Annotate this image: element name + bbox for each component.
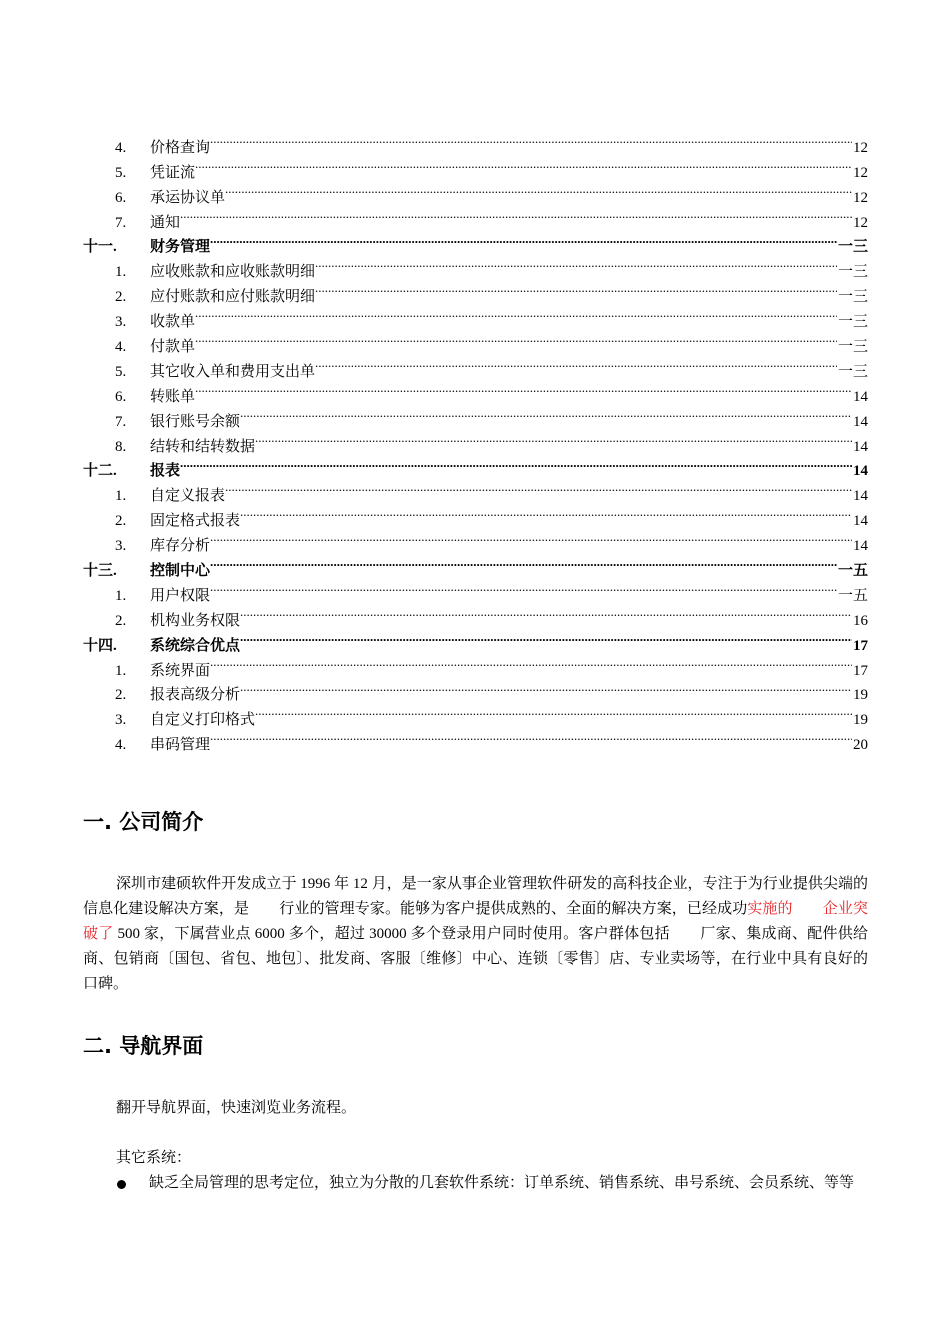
bullet-item: [83, 1171, 868, 1196]
toc-leader-dots: [195, 152, 852, 177]
toc-leader-dots: [240, 500, 852, 525]
toc-entry-title: 财务管理: [150, 239, 211, 256]
toc-entry-page: 14: [852, 459, 868, 484]
toc-entry-number: 3.: [115, 538, 127, 555]
toc-entry-number: 十一.: [83, 239, 117, 256]
toc-entry-page: 12: [852, 136, 868, 161]
toc-entry-number: 4.: [115, 737, 127, 754]
toc-entry-number: 4.: [115, 339, 127, 356]
toc-entry-number: 2.: [115, 513, 127, 530]
section-heading-navigation: 二. 导航界面: [83, 1034, 204, 1058]
toc-entry-page: 一三: [837, 360, 868, 385]
intro-text-part2: 500 家，下属营业点 6000 多个，超过 30000 多个登录用户同时使用。客户群体包括 厂家、集成商、配件供给商、包销商〔国包、省包、地包〕、批发商、客服〔维修〕中心、连锁〔零售〕店、专业卖场等，在行业中具有良好的口碑。: [83, 926, 868, 992]
toc-entry-page: 一三: [837, 310, 868, 335]
toc-leader-dots: [180, 451, 852, 476]
toc-entry-number: 2.: [115, 687, 127, 704]
toc-entry-number: 5.: [115, 363, 127, 380]
toc-entry-number: 5.: [115, 164, 127, 181]
table-of-contents: [83, 127, 868, 754]
toc-leader-dots: [315, 251, 837, 276]
toc-entry[interactable]: [83, 177, 868, 206]
toc-entry[interactable]: [83, 376, 868, 405]
toc-leader-dots: [240, 401, 852, 426]
toc-entry-title: 系统综合优点: [150, 637, 241, 654]
toc-entry-page: 一三: [837, 335, 868, 360]
toc-entry-page: 16: [852, 609, 868, 634]
toc-leader-dots: [210, 227, 837, 252]
toc-entry-title: 报表高级分析: [150, 687, 241, 704]
navigation-paragraph: 翻开导航界面，快速浏览业务流程。: [116, 1100, 357, 1116]
toc-entry-number: 2.: [115, 612, 127, 629]
toc-entry-number: 1.: [115, 488, 127, 505]
toc-leader-dots: [195, 326, 837, 351]
toc-entry-number: 6.: [115, 388, 127, 405]
toc-entry[interactable]: [83, 301, 868, 331]
toc-entry-page: 12: [852, 186, 868, 211]
toc-entry-page: 一五: [837, 584, 868, 609]
toc-leader-dots: [315, 351, 837, 376]
toc-entry-title: 银行账号余额: [150, 413, 241, 430]
toc-leader-dots: [240, 625, 852, 650]
toc-leader-dots: [210, 127, 852, 152]
toc-entry-title: 固定格式报表: [150, 513, 241, 530]
toc-entry-page: 19: [852, 683, 868, 708]
toc-entry-title: 凭证流: [150, 164, 196, 181]
toc-entry-title: 机构业务权限: [150, 612, 241, 629]
toc-entry-title: 自定义报表: [150, 488, 226, 505]
toc-entry-title: 其它收入单和费用支出单: [150, 363, 316, 380]
toc-entry-title: 系统界面: [150, 662, 211, 679]
toc-leader-dots: [225, 475, 852, 500]
toc-entry-title: 结转和结转数据: [150, 438, 256, 455]
toc-entry-page: 一三: [837, 235, 868, 260]
toc-leader-dots: [180, 202, 852, 227]
section-heading-company-intro: 一. 公司简介: [83, 810, 204, 834]
toc-entry-title: 付款单: [150, 339, 196, 356]
toc-entry[interactable]: [83, 326, 868, 356]
toc-entry-number: 十四.: [83, 637, 117, 654]
toc-entry-page: 20: [852, 733, 868, 758]
intro-text-part1: 深圳市建硕软件开发成立于 1996 年 12 月，是一家从事企业管理软件研发的高科技企业，专注于为行业提供尖端的信息化建设解决方案，是 行业的管理专家。能够为客户提供成熟的、全面的解决方案，已经成功: [83, 876, 868, 917]
toc-entry-page: 14: [852, 509, 868, 534]
toc-leader-dots: [210, 525, 852, 550]
toc-entry-number: 3.: [115, 314, 127, 331]
toc-leader-dots: [210, 650, 852, 675]
toc-entry-page: 14: [852, 534, 868, 559]
bullet-text: 缺乏全局管理的思考定位，独立为分散的几套软件系统：订单系统、销售系统、串号系统、会员系统、等等: [149, 1175, 855, 1191]
toc-entry-number: 6.: [115, 189, 127, 206]
toc-leader-dots: [240, 600, 852, 625]
toc-entry-page: 一三: [837, 285, 868, 310]
toc-entry-page: 一五: [837, 559, 868, 584]
company-intro-paragraph: [83, 872, 868, 997]
toc-leader-dots: [315, 276, 837, 301]
toc-entry-page: 一三: [837, 260, 868, 285]
toc-leader-dots: [255, 699, 852, 724]
toc-entry-number: 8.: [115, 438, 127, 455]
toc-entry-page: 12: [852, 161, 868, 186]
toc-entry-page: 17: [852, 659, 868, 684]
toc-leader-dots: [255, 426, 852, 451]
toc-entry-title: 用户权限: [150, 587, 211, 604]
toc-entry-number: 1.: [115, 264, 127, 281]
toc-entry[interactable]: [83, 202, 868, 231]
toc-entry-title: 价格查询: [150, 139, 211, 156]
intro-text-highlight: 实施的 企业突破了: [83, 901, 868, 942]
toc-entry[interactable]: [83, 451, 868, 480]
toc-entry-title: 库存分析: [150, 538, 211, 555]
toc-entry-page: 14: [852, 410, 868, 435]
toc-leader-dots: [195, 376, 852, 401]
toc-entry-page: 12: [852, 211, 868, 236]
toc-entry[interactable]: [83, 475, 868, 505]
toc-entry-page: 14: [852, 385, 868, 410]
toc-entry-number: 1.: [115, 662, 127, 679]
toc-entry-number: 2.: [115, 289, 127, 306]
toc-entry-page: 14: [852, 435, 868, 460]
toc-leader-dots: [195, 301, 837, 326]
toc-entry[interactable]: [83, 127, 868, 156]
other-systems-label: 其它系统：: [116, 1150, 192, 1166]
toc-entry-title: 应收账款和应收账款明细: [150, 264, 316, 281]
toc-entry-number: 1.: [115, 587, 127, 604]
toc-entry-title: 报表: [150, 463, 181, 480]
toc-entry-title: 自定义打印格式: [150, 712, 256, 729]
toc-entry-number: 7.: [115, 214, 127, 231]
toc-leader-dots: [240, 675, 852, 700]
toc-leader-dots: [210, 575, 837, 600]
toc-entry-page: 19: [852, 708, 868, 733]
toc-entry-number: 3.: [115, 712, 127, 729]
bullet-icon: [117, 1180, 126, 1189]
toc-entry-number: 十三.: [83, 563, 117, 580]
toc-entry-number: 7.: [115, 413, 127, 430]
toc-entry-title: 串码管理: [150, 737, 211, 754]
toc-leader-dots: [210, 724, 852, 749]
toc-entry[interactable]: [83, 152, 868, 181]
toc-leader-dots: [210, 550, 837, 575]
toc-entry-number: 十二.: [83, 463, 117, 480]
toc-entry-title: 承运协议单: [150, 189, 226, 206]
toc-leader-dots: [225, 177, 852, 202]
toc-entry-title: 应付账款和应付账款明细: [150, 289, 316, 306]
toc-entry-title: 转账单: [150, 388, 196, 405]
toc-entry-page: 14: [852, 484, 868, 509]
toc-entry-title: 收款单: [150, 314, 196, 331]
toc-entry[interactable]: [83, 227, 868, 256]
toc-entry[interactable]: [83, 351, 868, 380]
toc-entry-title: 控制中心: [150, 563, 211, 580]
toc-entry-title: 通知: [150, 214, 181, 231]
toc-entry[interactable]: [83, 401, 868, 430]
toc-entry-number: 4.: [115, 139, 127, 156]
toc-entry-page: 17: [852, 634, 868, 659]
